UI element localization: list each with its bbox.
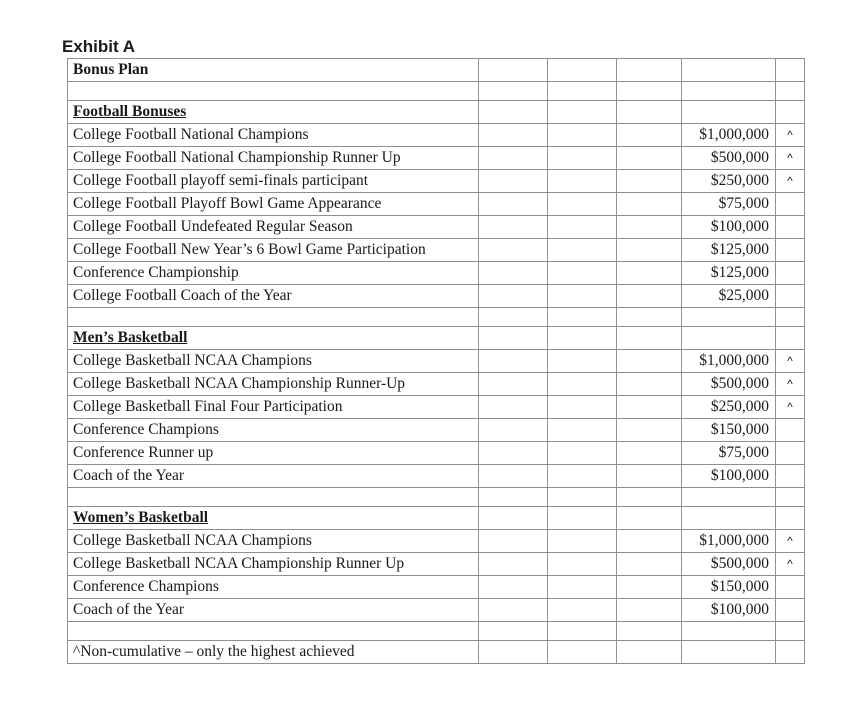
bonus-amount: $75,000 bbox=[682, 193, 776, 216]
bonus-amount: $500,000 bbox=[682, 147, 776, 170]
bonus-amount: $125,000 bbox=[682, 262, 776, 285]
non-cumulative-mark bbox=[776, 599, 805, 622]
non-cumulative-mark bbox=[776, 239, 805, 262]
non-cumulative-mark bbox=[776, 262, 805, 285]
bonus-label: College Basketball NCAA Champions bbox=[68, 350, 479, 373]
non-cumulative-mark bbox=[776, 576, 805, 599]
section-title: Football Bonuses bbox=[68, 101, 479, 124]
bonus-amount: $150,000 bbox=[682, 576, 776, 599]
bonus-amount: $250,000 bbox=[682, 170, 776, 193]
bonus-amount: $150,000 bbox=[682, 419, 776, 442]
bonus-label: College Basketball Final Four Participation bbox=[68, 396, 479, 419]
bonus-label: College Football Playoff Bowl Game Appearance bbox=[68, 193, 479, 216]
bonus-label: College Basketball NCAA Championship Runner Up bbox=[68, 553, 479, 576]
bonus-label: Coach of the Year bbox=[68, 465, 479, 488]
footnote: ^Non-cumulative – only the highest achieved bbox=[68, 641, 479, 664]
bonus-label: College Basketball NCAA Championship Runner-Up bbox=[68, 373, 479, 396]
bonus-amount: $100,000 bbox=[682, 216, 776, 239]
table-row bbox=[68, 350, 805, 373]
table-row bbox=[68, 147, 805, 170]
table-row bbox=[68, 170, 805, 193]
bonus-label: Conference Runner up bbox=[68, 442, 479, 465]
table-row bbox=[68, 373, 805, 396]
bonus-label: College Football New Year’s 6 Bowl Game Participation bbox=[68, 239, 479, 262]
non-cumulative-mark: ^ bbox=[776, 553, 805, 576]
table-row bbox=[68, 576, 805, 599]
non-cumulative-mark: ^ bbox=[776, 530, 805, 553]
bonus-label: College Football Undefeated Regular Season bbox=[68, 216, 479, 239]
non-cumulative-mark bbox=[776, 419, 805, 442]
bonus-label: College Football National Champions bbox=[68, 124, 479, 147]
bonus-amount: $500,000 bbox=[682, 553, 776, 576]
section-title: Men’s Basketball bbox=[68, 327, 479, 350]
non-cumulative-mark bbox=[776, 442, 805, 465]
non-cumulative-mark: ^ bbox=[776, 147, 805, 170]
bonus-label: Conference Champions bbox=[68, 419, 479, 442]
bonus-label: College Football National Championship Runner Up bbox=[68, 147, 479, 170]
table-row bbox=[68, 396, 805, 419]
spacer-row bbox=[68, 308, 805, 327]
non-cumulative-mark bbox=[776, 216, 805, 239]
bonus-amount: $125,000 bbox=[682, 239, 776, 262]
table-row bbox=[68, 442, 805, 465]
non-cumulative-mark: ^ bbox=[776, 170, 805, 193]
bonus-amount: $1,000,000 bbox=[682, 530, 776, 553]
bonus-amount: $25,000 bbox=[682, 285, 776, 308]
bonus-label: Conference Championship bbox=[68, 262, 479, 285]
bonus-amount: $1,000,000 bbox=[682, 350, 776, 373]
table-row bbox=[68, 419, 805, 442]
plan-title: Bonus Plan bbox=[68, 59, 479, 82]
non-cumulative-mark bbox=[776, 465, 805, 488]
non-cumulative-mark: ^ bbox=[776, 350, 805, 373]
bonus-amount: $1,000,000 bbox=[682, 124, 776, 147]
table-row bbox=[68, 465, 805, 488]
table-row bbox=[68, 599, 805, 622]
table-row bbox=[68, 553, 805, 576]
non-cumulative-mark bbox=[776, 193, 805, 216]
bonus-label: College Football Coach of the Year bbox=[68, 285, 479, 308]
non-cumulative-mark bbox=[776, 285, 805, 308]
non-cumulative-mark: ^ bbox=[776, 124, 805, 147]
table-row bbox=[68, 193, 805, 216]
section-header-row bbox=[68, 327, 805, 350]
bonus-amount: $100,000 bbox=[682, 599, 776, 622]
bonus-label: College Basketball NCAA Champions bbox=[68, 530, 479, 553]
bonus-plan-table bbox=[67, 58, 805, 664]
footnote-row bbox=[68, 641, 805, 664]
spacer-row bbox=[68, 622, 805, 641]
table-row bbox=[68, 530, 805, 553]
bonus-amount: $75,000 bbox=[682, 442, 776, 465]
section-title: Women’s Basketball bbox=[68, 507, 479, 530]
table-row bbox=[68, 262, 805, 285]
exhibit-title: Exhibit A bbox=[62, 37, 136, 56]
bonus-amount: $250,000 bbox=[682, 396, 776, 419]
bonus-amount: $500,000 bbox=[682, 373, 776, 396]
table-row bbox=[68, 124, 805, 147]
table-row bbox=[68, 216, 805, 239]
non-cumulative-mark: ^ bbox=[776, 396, 805, 419]
non-cumulative-mark: ^ bbox=[776, 373, 805, 396]
bonus-label: Conference Champions bbox=[68, 576, 479, 599]
bonus-amount: $100,000 bbox=[682, 465, 776, 488]
section-header-row bbox=[68, 507, 805, 530]
bonus-label: Coach of the Year bbox=[68, 599, 479, 622]
table-row bbox=[68, 239, 805, 262]
spacer-row bbox=[68, 488, 805, 507]
bonus-label: College Football playoff semi-finals participant bbox=[68, 170, 479, 193]
plan-title-row bbox=[68, 59, 805, 82]
spacer-row bbox=[68, 82, 805, 101]
table-row bbox=[68, 285, 805, 308]
section-header-row bbox=[68, 101, 805, 124]
